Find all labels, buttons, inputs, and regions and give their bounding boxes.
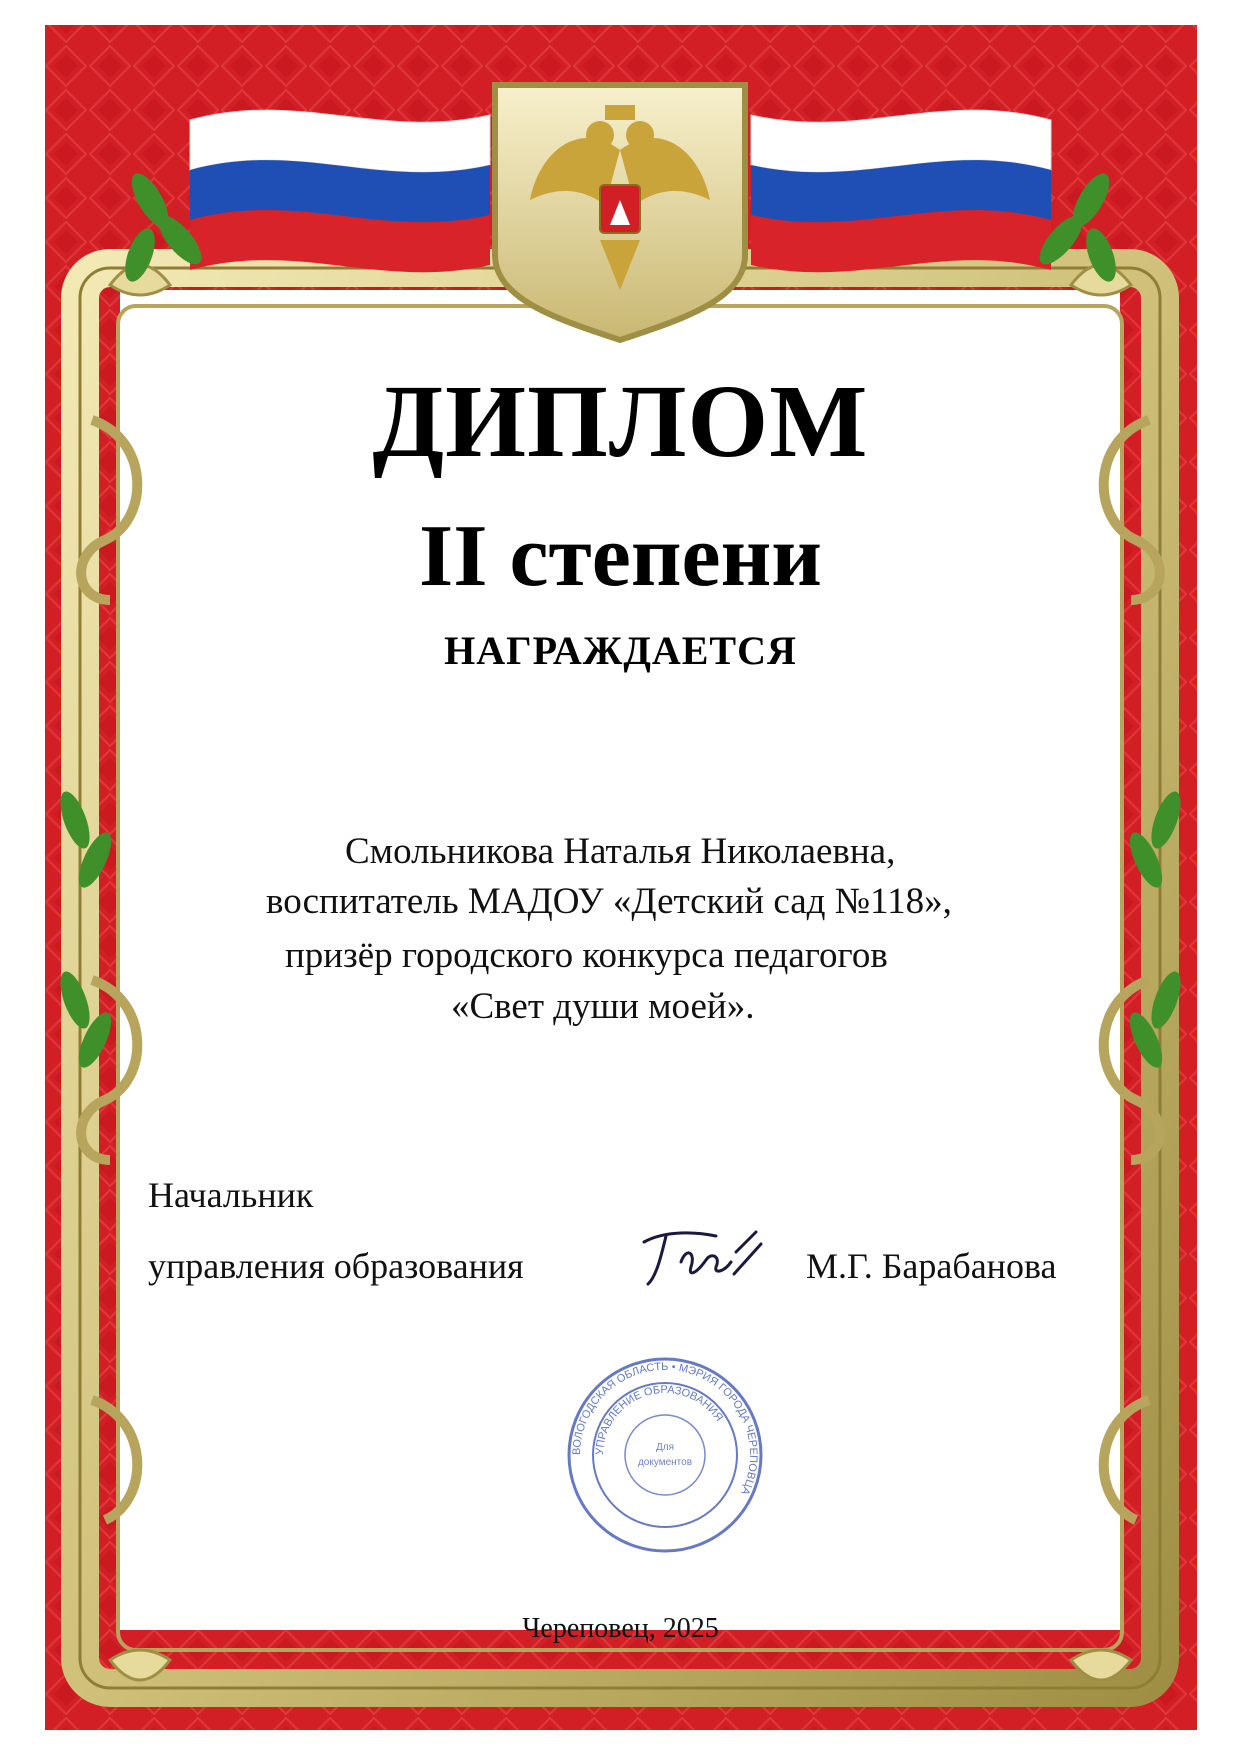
stamp-inner-text: УПРАВЛЕНИЕ ОБРАЗОВАНИЯ xyxy=(593,1383,725,1456)
handwritten-signature xyxy=(636,1222,766,1292)
double-headed-eagle-emblem xyxy=(495,85,745,340)
city-year: Череповец, 2025 xyxy=(522,1613,719,1644)
stamp-center-line2: документов xyxy=(637,1457,693,1468)
signatory-position-line1: Начальник xyxy=(148,1175,314,1215)
stamp-outer-text: ВОЛОГОДСКАЯ ОБЛАСТЬ • МЭРИЯ ГОРОДА ЧЕРЕПОВЦА xyxy=(570,1360,760,1497)
flag-left xyxy=(190,110,490,272)
recipient-position: воспитатель МАДОУ «Детский сад №118», xyxy=(266,881,952,922)
diploma-degree: II степени xyxy=(418,508,822,605)
contest-name: «Свет души моей». xyxy=(451,986,755,1027)
diploma-title: ДИПЛОМ xyxy=(372,364,869,479)
flag-right xyxy=(751,110,1051,272)
recipient-name: Смольникова Наталья Николаевна, xyxy=(345,831,896,872)
recipient-achievement: призёр городского конкурса педагогов xyxy=(285,935,888,976)
signatory-name: М.Г. Барабанова xyxy=(806,1246,1057,1286)
signatory-position-line2: управления образования xyxy=(148,1246,524,1286)
stamp-center-line1: Для xyxy=(655,1442,675,1453)
awarded-label: НАГРАЖДАЕТСЯ xyxy=(444,628,797,673)
official-stamp xyxy=(565,1355,765,1555)
